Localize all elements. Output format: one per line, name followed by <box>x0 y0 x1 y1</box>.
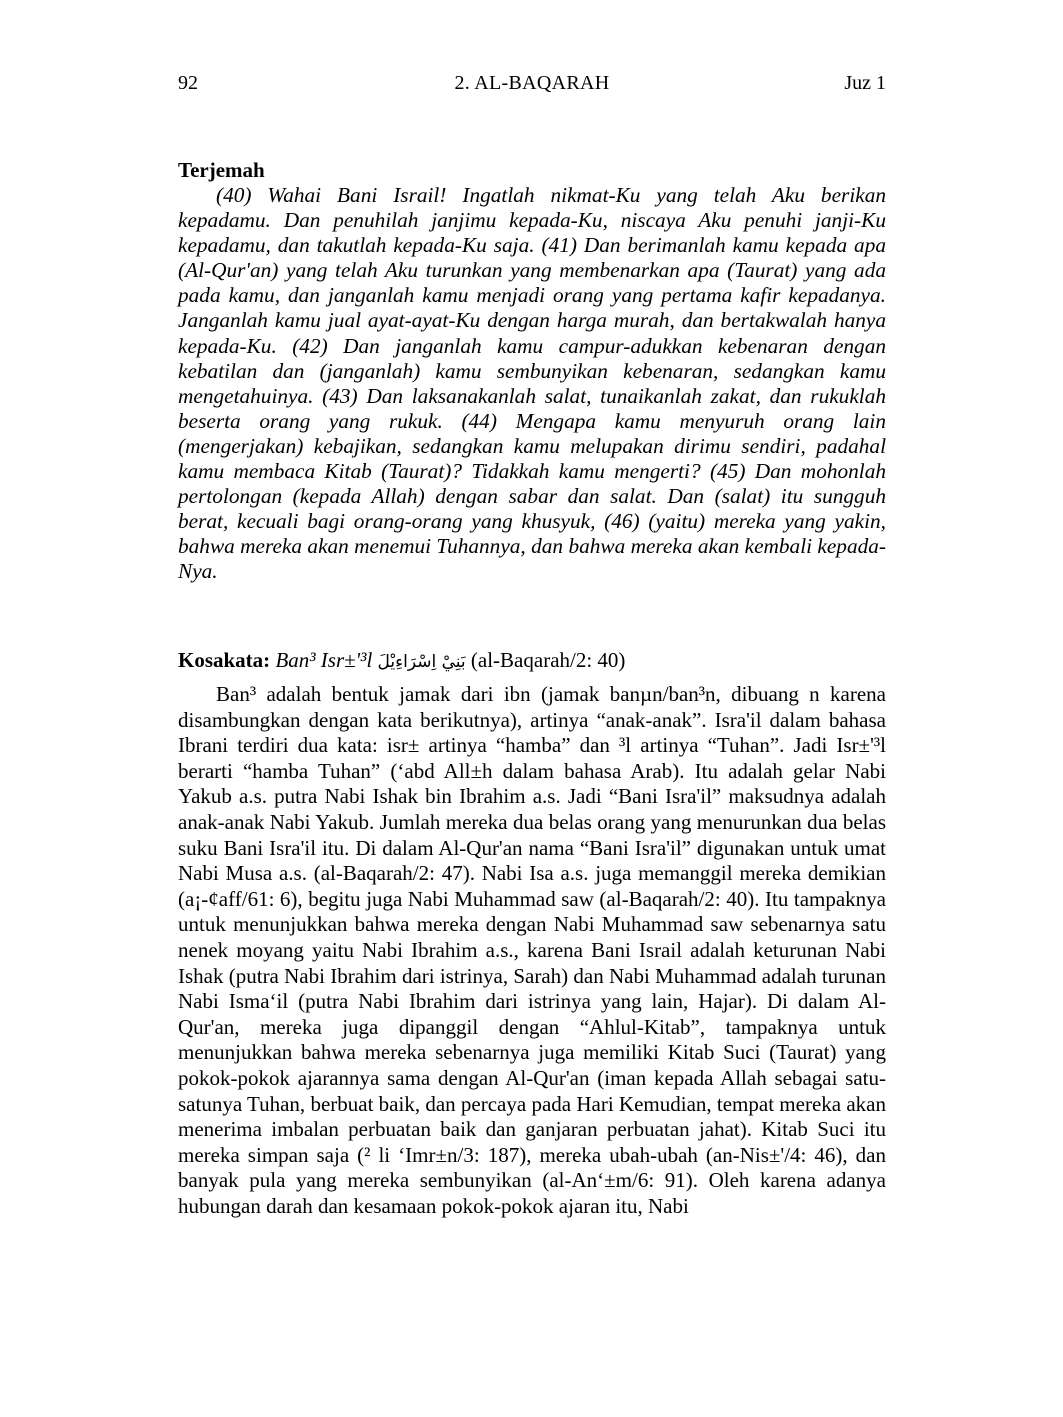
kosakata-body: Ban³ adalah bentuk jamak dari ibn (jamak banµn/ban³n, dibuang n karena disambungkan dengan kata berikutnya), artinya “anak-anak”. Isra'il dalam bahasa Ibrani terdiri dua kata: isr± artinya “hamba” dan ³l artinya “Tuhan”. Jadi Isr±'³l berarti “hamba Tuhan” (‘abd All±h dalam bahasa Arab). Itu adalah gelar Nabi Yakub a.s. putra Nabi Ishak bin Ibrahim a.s. Jadi “Bani Isra'il” maksudnya adalah anak-anak Nabi Yakub. Jumlah mereka dua belas orang yang menurunkan dua belas suku Bani Isra'il itu. Di dalam Al-Qur'an nama “Bani Isra'il” digunakan untuk umat Nabi Musa a.s. (al-Baqarah/2: 47). Nabi Isa a.s. juga memanggil mereka demikian (a¡-¢aff/61: 6), begitu juga Nabi Muhammad saw (al-Baqarah/2: 40). Itu tampaknya untuk menunjukkan bahwa mereka dengan Nabi Muhammad saw sebenarnya satu nenek moyang yaitu Nabi Ibrahim a.s., karena Bani Israil adalah keturunan Nabi Ishak (putra Nabi Ibrahim dari istrinya, Sarah) dan Nabi Muhammad adalah turunan Nabi Isma‘il (putra Nabi Ibrahim dari istrinya yang lain, Hajar). Di dalam Al-Qur'an, mereka juga dipanggil dengan “Ahlul-Kitab”, tampaknya untuk menunjukkan bahwa mereka sebenarnya juga memiliki Kitab Suci (Taurat) yang pokok-pokok ajarannya sama dengan Al-Qur'an (iman kepada Allah sebagai satu-satunya Tuhan, berbuat baik, dan percaya pada Hari Kemudian, tempat mereka akan menerima imbalan perbuatan baik dan ganjaran perbuatan jahat). Kitab Suci itu mereka simpan saja (² li ‘Imr±n/3: 187), mereka ubah-ubah (an-Nis±'/4: 46), dan banyak pula yang mereka sembunyikan (al-An‘±m/6: 91). Oleh karena adanya hubungan darah dan kesamaan pokok-pokok ajaran itu, Nabi <box>178 682 886 1218</box>
terjemah-text: (40) Wahai Bani Israil! Ingatlah nikmat-Ku yang telah Aku berikan kepadamu. Dan penuhilah janjimu kepada-Ku, niscaya Aku penuhi janji-Ku kepadamu, dan takutlah kepada-Ku saja. (41) Dan berimanlah kamu kepada apa (Al-Qur'an) yang telah Aku turunkan yang membenarkan apa (Taurat) yang ada pada kamu, dan janganlah kamu menjadi orang yang pertama kafir kepadanya. Janganlah kamu jual ayat-ayat-Ku dengan harga murah, dan bertakwalah hanya kepada-Ku. (42) Dan janganlah kamu campur-adukkan kebenaran dengan kebatilan dan (janganlah) kamu sembunyikan kebenaran, sedangkan kamu mengetahuinya. (43) Dan laksanakanlah salat, tunaikanlah zakat, dan rukuklah beserta orang yang rukuk. (44) Mengapa kamu menyuruh orang lain (mengerjakan) kebajikan, sedangkan kamu melupakan dirimu sendiri, padahal kamu membaca Kitab (Taurat)? Tidakkah kamu mengerti? (45) Dan mohonlah pertolongan (kepada Allah) dengan sabar dan salat. Dan (salat) itu sungguh berat, kecuali bagi orang-orang yang khusyuk, (46) (yaitu) mereka yang yakin, bahwa mereka akan menemui Tuhannya, dan bahwa mereka akan kembali kepada-Nya. <box>178 183 886 584</box>
kosakata-term: Ban³ Isr±'³l <box>275 648 373 672</box>
kosakata-heading <box>178 647 886 675</box>
juz-label: Juz 1 <box>844 72 886 94</box>
page-header <box>178 72 886 98</box>
page-number: 92 <box>178 72 198 94</box>
chapter-title: 2. AL-BAQARAH <box>454 72 610 94</box>
kosakata-arabic-term: بَنِيْ اِسْرَاءِيْلَ <box>377 652 466 672</box>
terjemah-heading: Terjemah <box>178 158 265 182</box>
kosakata-label: Kosakata: <box>178 648 271 672</box>
kosakata-reference: (al-Baqarah/2: 40) <box>470 648 626 672</box>
